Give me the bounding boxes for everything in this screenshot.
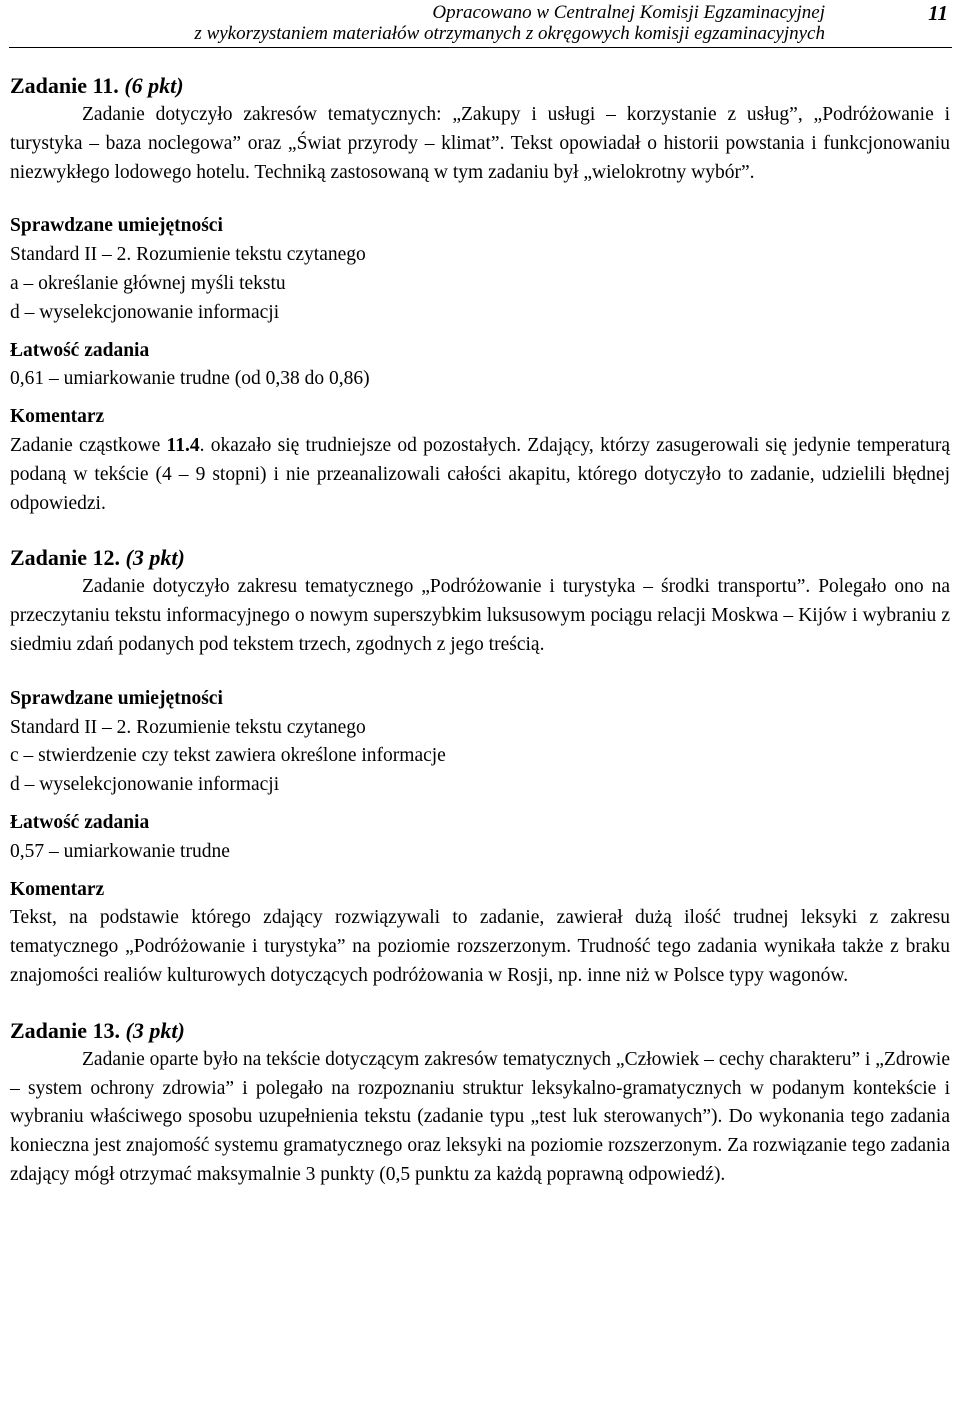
task-points: (6 pkt): [124, 73, 184, 98]
comment-text: Tekst, na podstawie którego zdający rozwiązywali to zadanie, zawierał dużą ilość trudnej leksyki z zakresu tematycznego „Podróżowanie i turystyka” na poziomie rozszerzonym. Trudność tego zadania wynikała także z braku znajomości realiów kulturowych dotyczących podróżowania w Rosji, np. inne niż w Polsce typy wagonów.: [10, 907, 950, 986]
task-points: (3 pkt): [125, 1017, 185, 1043]
task-13: [10, 1016, 950, 1190]
page-number: 11: [928, 1, 948, 25]
skill-line: c – stwierdzenie czy tekst zawiera określone informacje: [10, 745, 446, 767]
skills-heading: Sprawdzane umiejętności: [10, 215, 223, 237]
comment-text: Zadanie cząstkowe 11.4. okazało się trudniejsze od pozostałych. Zdający, którzy zasugerowali się jedynie temperaturą podaną w tekście (4 – 9 stopni) i nie przeanalizowali całości akapitu, którego dotyczyło to zadanie, udzielili błędnej odpowiedzi.: [10, 434, 950, 514]
difficulty-value: 0,61 – umiarkowanie trudne (od 0,38 do 0,86): [10, 368, 370, 390]
page-header: [0, 0, 960, 50]
difficulty-heading: Łatwość zadania: [10, 339, 150, 361]
task-title: Zadanie 11. (6 pkt): [10, 73, 184, 98]
page-content: [10, 71, 950, 1190]
task-description: Zadanie dotyczyło zakresów tematycznych: „Zakupy i usługi – korzystanie z usług”, „Podróżowanie i turystyka – baza noclegowa” oraz „Świat przyrody – klimat”. Tekst opowiadał o historii powstania i funkcjonowaniu niezwykłego lodowego hotelu. Techniką zastosowaną w tym zadaniu był „wielokrotny wybór”.: [10, 104, 950, 183]
skill-line: d – wyselekcjonowanie informacji: [10, 774, 280, 796]
skill-line: d – wyselekcjonowanie informacji: [10, 301, 280, 323]
task-description: Zadanie oparte było na tekście dotyczącym zakresów tematycznych „Człowiek – cechy charakteru” i „Zdrowie – system ochrony zdrowia” i polegało na rozpoznaniu struktur leksykalno-gramatycznych w podanym kontekście i wybraniu właściwego sposobu uzupełnienia tekstu (zadanie typu „test luk sterowanych”). Do wykonania tego zadania konieczna jest znajomość systemu gramatycznego oraz leksyki na poziomie rozszerzonym. Za rozwiązanie tego zadania zdający mógł otrzymać maksymalnie 3 punkty (0,5 punktu za każdą poprawną odpowiedź).: [10, 1048, 950, 1185]
task-title: Zadanie 13. (3 pkt): [10, 1017, 185, 1043]
subtask-number: 11.4: [166, 434, 200, 456]
task-11: [10, 71, 950, 518]
comment-heading: Komentarz: [10, 878, 105, 900]
header-line-1: Opracowano w Centralnej Komisji Egzaminacyjnej: [432, 2, 825, 23]
difficulty-value: 0,57 – umiarkowanie trudne: [10, 840, 230, 862]
task-points: (3 pkt): [125, 545, 185, 571]
skill-line: Standard II – 2. Rozumienie tekstu czytanego: [10, 244, 366, 266]
skills-heading: Sprawdzane umiejętności: [10, 687, 223, 709]
header-rule: [9, 47, 952, 48]
difficulty-heading: Łatwość zadania: [10, 811, 150, 833]
task-12: [10, 543, 950, 990]
task-description: Zadanie dotyczyło zakresu tematycznego „Podróżowanie i turystyka – środki transportu”. Polegało ono na przeczytaniu tekstu informacyjnego o nowym superszybkim luksusowym pociągu relacji Moskwa – Kijów i wybraniu z siedmiu zdań podanych pod tekstem trzech, zgodnych z jego treścią.: [10, 576, 950, 655]
skill-line: a – określanie głównej myśli tekstu: [10, 272, 286, 294]
task-title: Zadanie 12. (3 pkt): [10, 545, 185, 571]
header-line-2: z wykorzystaniem materiałów otrzymanych z okręgowych komisji egzaminacyjnych: [194, 23, 825, 44]
skill-line: Standard II – 2. Rozumienie tekstu czytanego: [10, 716, 366, 738]
comment-heading: Komentarz: [10, 406, 105, 428]
